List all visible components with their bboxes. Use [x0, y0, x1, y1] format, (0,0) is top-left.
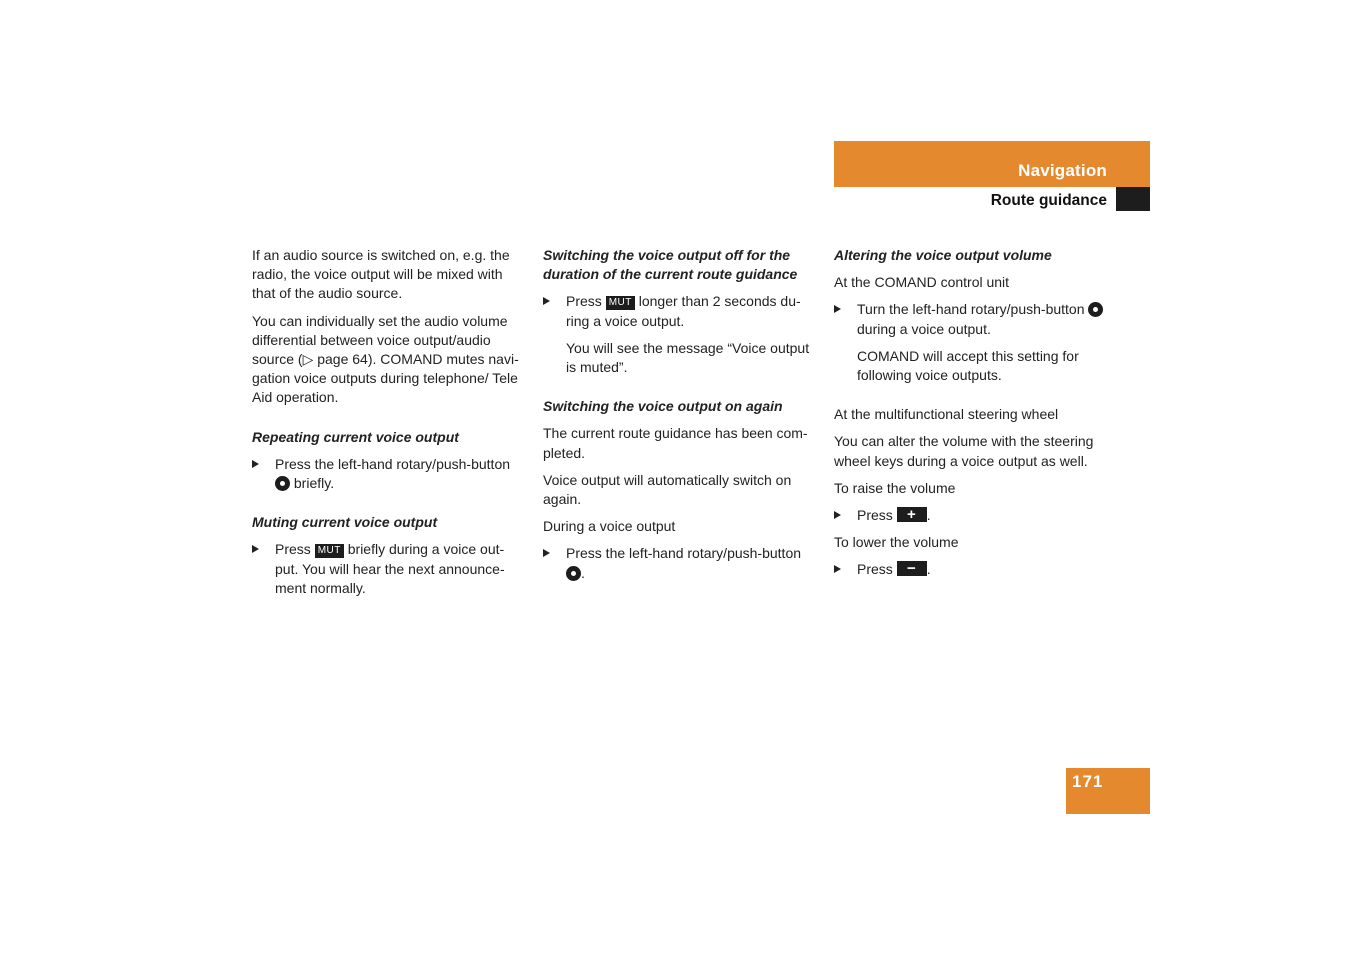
subsection-marker — [1116, 187, 1150, 211]
step-suffix: . — [581, 564, 585, 581]
column-2 — [543, 246, 819, 591]
column-1 — [252, 246, 527, 606]
step-switch-off-voice-output — [543, 292, 819, 330]
step-suffix: briefly. — [293, 475, 335, 492]
step-suffix: . — [926, 561, 931, 578]
step-switch-on-voice-output — [543, 544, 819, 582]
bullet-triangle-icon — [834, 511, 841, 519]
heading-repeat-voice-output: Repeating current voice output — [252, 428, 459, 445]
step-text: Turn the left-hand rotary/push-button — [857, 301, 1085, 318]
step-suffix: briefly during a voice out-put. You will hear the next announce-ment normally. — [275, 541, 505, 596]
raise-volume-label: To raise the volume — [834, 479, 956, 496]
switch-on-paragraph-3: During a voice output — [543, 518, 676, 535]
heading-alter-volume: Altering the voice output volume — [834, 247, 1052, 263]
bullet-triangle-icon — [543, 297, 550, 305]
column-3 — [834, 246, 1110, 588]
section-title: Navigation — [1018, 161, 1107, 180]
step-repeat-voice-output — [252, 455, 527, 493]
step-raise-volume — [834, 506, 1110, 525]
step-suffix: . — [926, 507, 931, 524]
step-suffix: during a voice output. — [857, 320, 991, 337]
mute-key-icon: MUT — [315, 544, 344, 558]
step-result: You will see the message “Voice output is muted”. — [566, 339, 810, 376]
step-text: Press the left-hand rotary/push-button — [275, 455, 511, 472]
minus-key-icon: − — [897, 561, 927, 576]
step-suffix: longer than 2 seconds du-ring a voice output. — [566, 293, 801, 329]
intro-paragraph-1: If an audio source is switched on, e.g. the radio, the voice output will be mixed with that of the audio source. — [252, 247, 510, 302]
step-result: COMAND will accept this setting for following voice outputs. — [857, 347, 1079, 384]
step-prefix: Press — [275, 541, 311, 558]
steering-wheel-paragraph: You can alter the volume with the steering wheel keys during a voice output as well. — [834, 433, 1094, 469]
heading-switch-on-voice-output: Switching the voice output on again — [543, 398, 783, 415]
switch-on-paragraph-1: The current route guidance has been com-pleted. — [543, 425, 808, 461]
rotary-knob-icon — [566, 566, 581, 581]
bullet-triangle-icon — [834, 305, 841, 313]
section-header-bar — [834, 141, 1150, 187]
page-number-box — [1066, 768, 1150, 814]
subsection-title: Route guidance — [990, 192, 1107, 209]
bullet-triangle-icon — [834, 565, 841, 573]
step-mute-voice-output — [252, 540, 527, 598]
bullet-triangle-icon — [543, 549, 550, 557]
step-prefix: Press — [857, 561, 893, 578]
step-turn-knob — [834, 300, 1110, 338]
rotary-knob-icon — [275, 476, 290, 491]
step-prefix: Press — [566, 293, 602, 310]
switch-on-paragraph-2: Voice output will automatically switch on again. — [543, 471, 792, 508]
steering-wheel-label: At the multifunctional steering wheel — [834, 406, 1059, 423]
step-prefix: Press — [857, 507, 893, 524]
comand-label: At the COMAND control unit — [834, 274, 1010, 291]
mute-key-icon: MUT — [606, 296, 635, 310]
plus-key-icon: + — [897, 507, 927, 522]
page-number: 171 — [1072, 772, 1104, 791]
intro-paragraph-2: You can individually set the audio volume differential between voice output/audio source (▷ page 64). COMAND mutes navi-gation voice outputs during telephone/ Tele Aid operation. — [252, 312, 519, 406]
step-lower-volume — [834, 560, 1110, 579]
bullet-triangle-icon — [252, 545, 259, 553]
lower-volume-label: To lower the volume — [834, 534, 959, 551]
step-text: Press the left-hand rotary/push-button — [566, 545, 802, 562]
heading-mute-voice-output: Muting current voice output — [252, 514, 438, 531]
heading-switch-off-voice-output: Switching the voice output off for the duration of the current route guidance — [543, 247, 798, 283]
bullet-triangle-icon — [252, 460, 259, 468]
rotary-knob-icon — [1088, 302, 1103, 317]
